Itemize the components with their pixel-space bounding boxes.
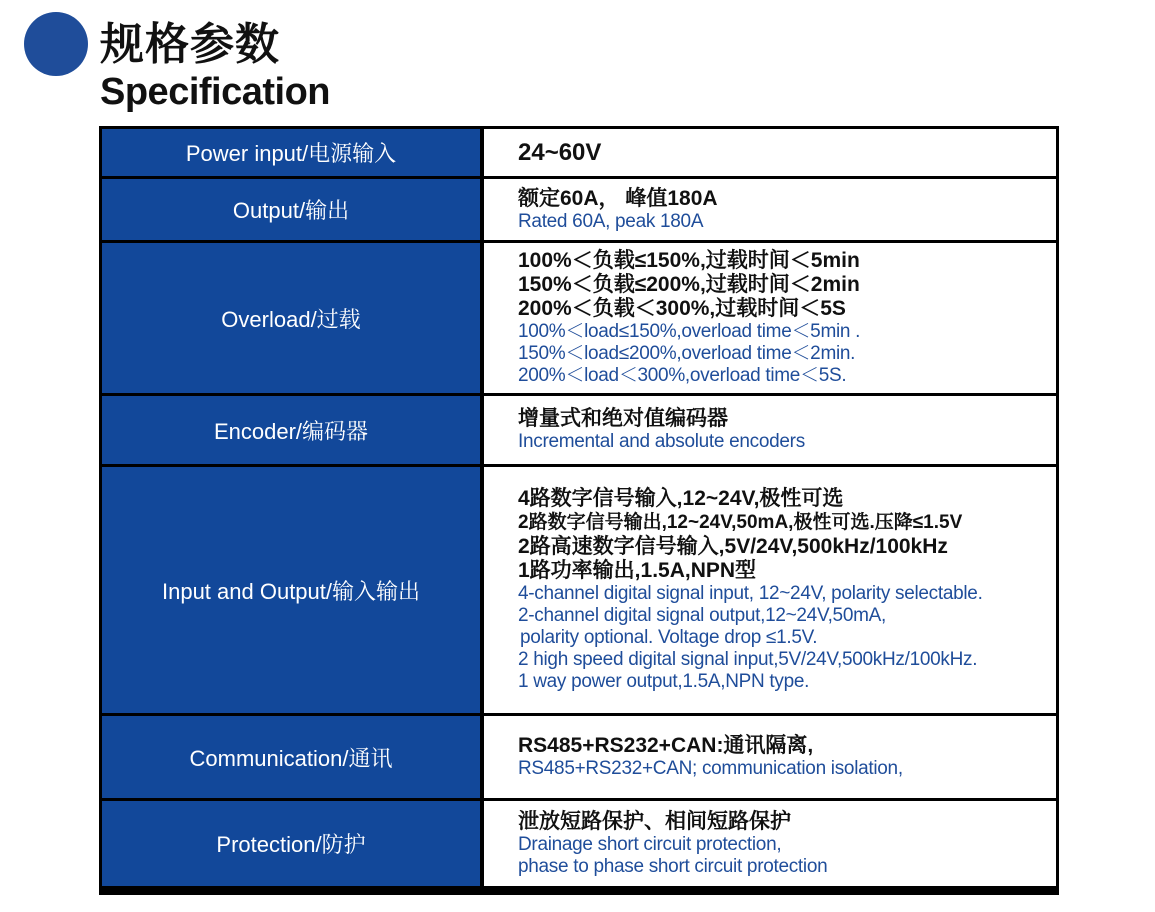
spec-line-cn: RS485+RS232+CAN:通讯隔离,: [518, 734, 814, 757]
spec-value: [484, 467, 1056, 713]
page-title-en: Specification: [100, 71, 330, 113]
spec-line-cn: 100%＜负载≤150%,过载时间＜5min: [518, 249, 860, 272]
spec-line-en: 150%＜load≤200%,overload time＜2min.: [518, 343, 856, 364]
spec-value: [484, 243, 1056, 393]
spec-line-en: 1 way power output,1.5A,NPN type.: [518, 671, 810, 692]
spec-value: [484, 801, 1056, 886]
spec-label: Encoder/编码器: [102, 396, 480, 464]
spec-label: Overload/过载: [102, 243, 480, 393]
spec-value: [484, 716, 1056, 798]
spec-line-en: Incremental and absolute encoders: [518, 431, 805, 452]
spec-line-en: phase to phase short circuit protection: [518, 855, 828, 877]
spec-line-cn: 额定60A， 峰值180A: [518, 186, 718, 210]
spec-value: [484, 179, 1056, 240]
spec-label: Input and Output/输入输出: [102, 467, 480, 713]
spec-line-en: 2-channel digital signal output,12~24V,50mA,: [518, 605, 886, 626]
spec-value: [484, 129, 1056, 176]
page-title-cn: 规格参数: [100, 19, 280, 70]
spec-line-cn: 2路数字信号输出,12~24V,50mA,极性可选.压降≤1.5V: [518, 512, 963, 533]
spec-line-en: 4-channel digital signal input, 12~24V, polarity selectable.: [518, 583, 983, 604]
title-bullet-icon: [24, 12, 88, 76]
spec-line-en: 200%＜load＜300%,overload time＜5S.: [518, 365, 847, 386]
spec-value: [484, 396, 1056, 464]
spec-line-cn: 增量式和绝对值编码器: [518, 407, 728, 430]
spec-line-cn: 24~60V: [518, 138, 602, 166]
spec-line-en: 2 high speed digital signal input,5V/24V,500kHz/100kHz.: [518, 649, 978, 670]
spec-label: Output/输出: [102, 179, 480, 240]
specification-table: [99, 126, 1059, 895]
spec-label: Protection/防护: [102, 801, 480, 886]
spec-label: Communication/通讯: [102, 716, 480, 798]
spec-line-cn: 150%＜负载≤200%,过载时间＜2min: [518, 273, 860, 296]
spec-line-cn: 4路数字信号输入,12~24V,极性可选: [518, 487, 844, 510]
spec-line-en: polarity optional. Voltage drop ≤1.5V.: [520, 627, 818, 648]
spec-line-en: Drainage short circuit protection,: [518, 833, 782, 855]
spec-line-cn: 1路功率输出,1.5A,NPN型: [518, 559, 757, 582]
spec-line-en: 100%＜load≤150%,overload time＜5min .: [518, 321, 861, 342]
spec-label: Power input/电源输入: [102, 129, 480, 176]
spec-line-cn: 泄放短路保护、相间短路保护: [518, 809, 791, 833]
spec-line-cn: 2路高速数字信号输入,5V/24V,500kHz/100kHz: [518, 535, 948, 558]
spec-line-en: Rated 60A, peak 180A: [518, 210, 704, 232]
spec-line-cn: 200%＜负载＜300%,过载时间＜5S: [518, 297, 846, 320]
spec-line-en: RS485+RS232+CAN; communication isolation,: [518, 758, 903, 779]
